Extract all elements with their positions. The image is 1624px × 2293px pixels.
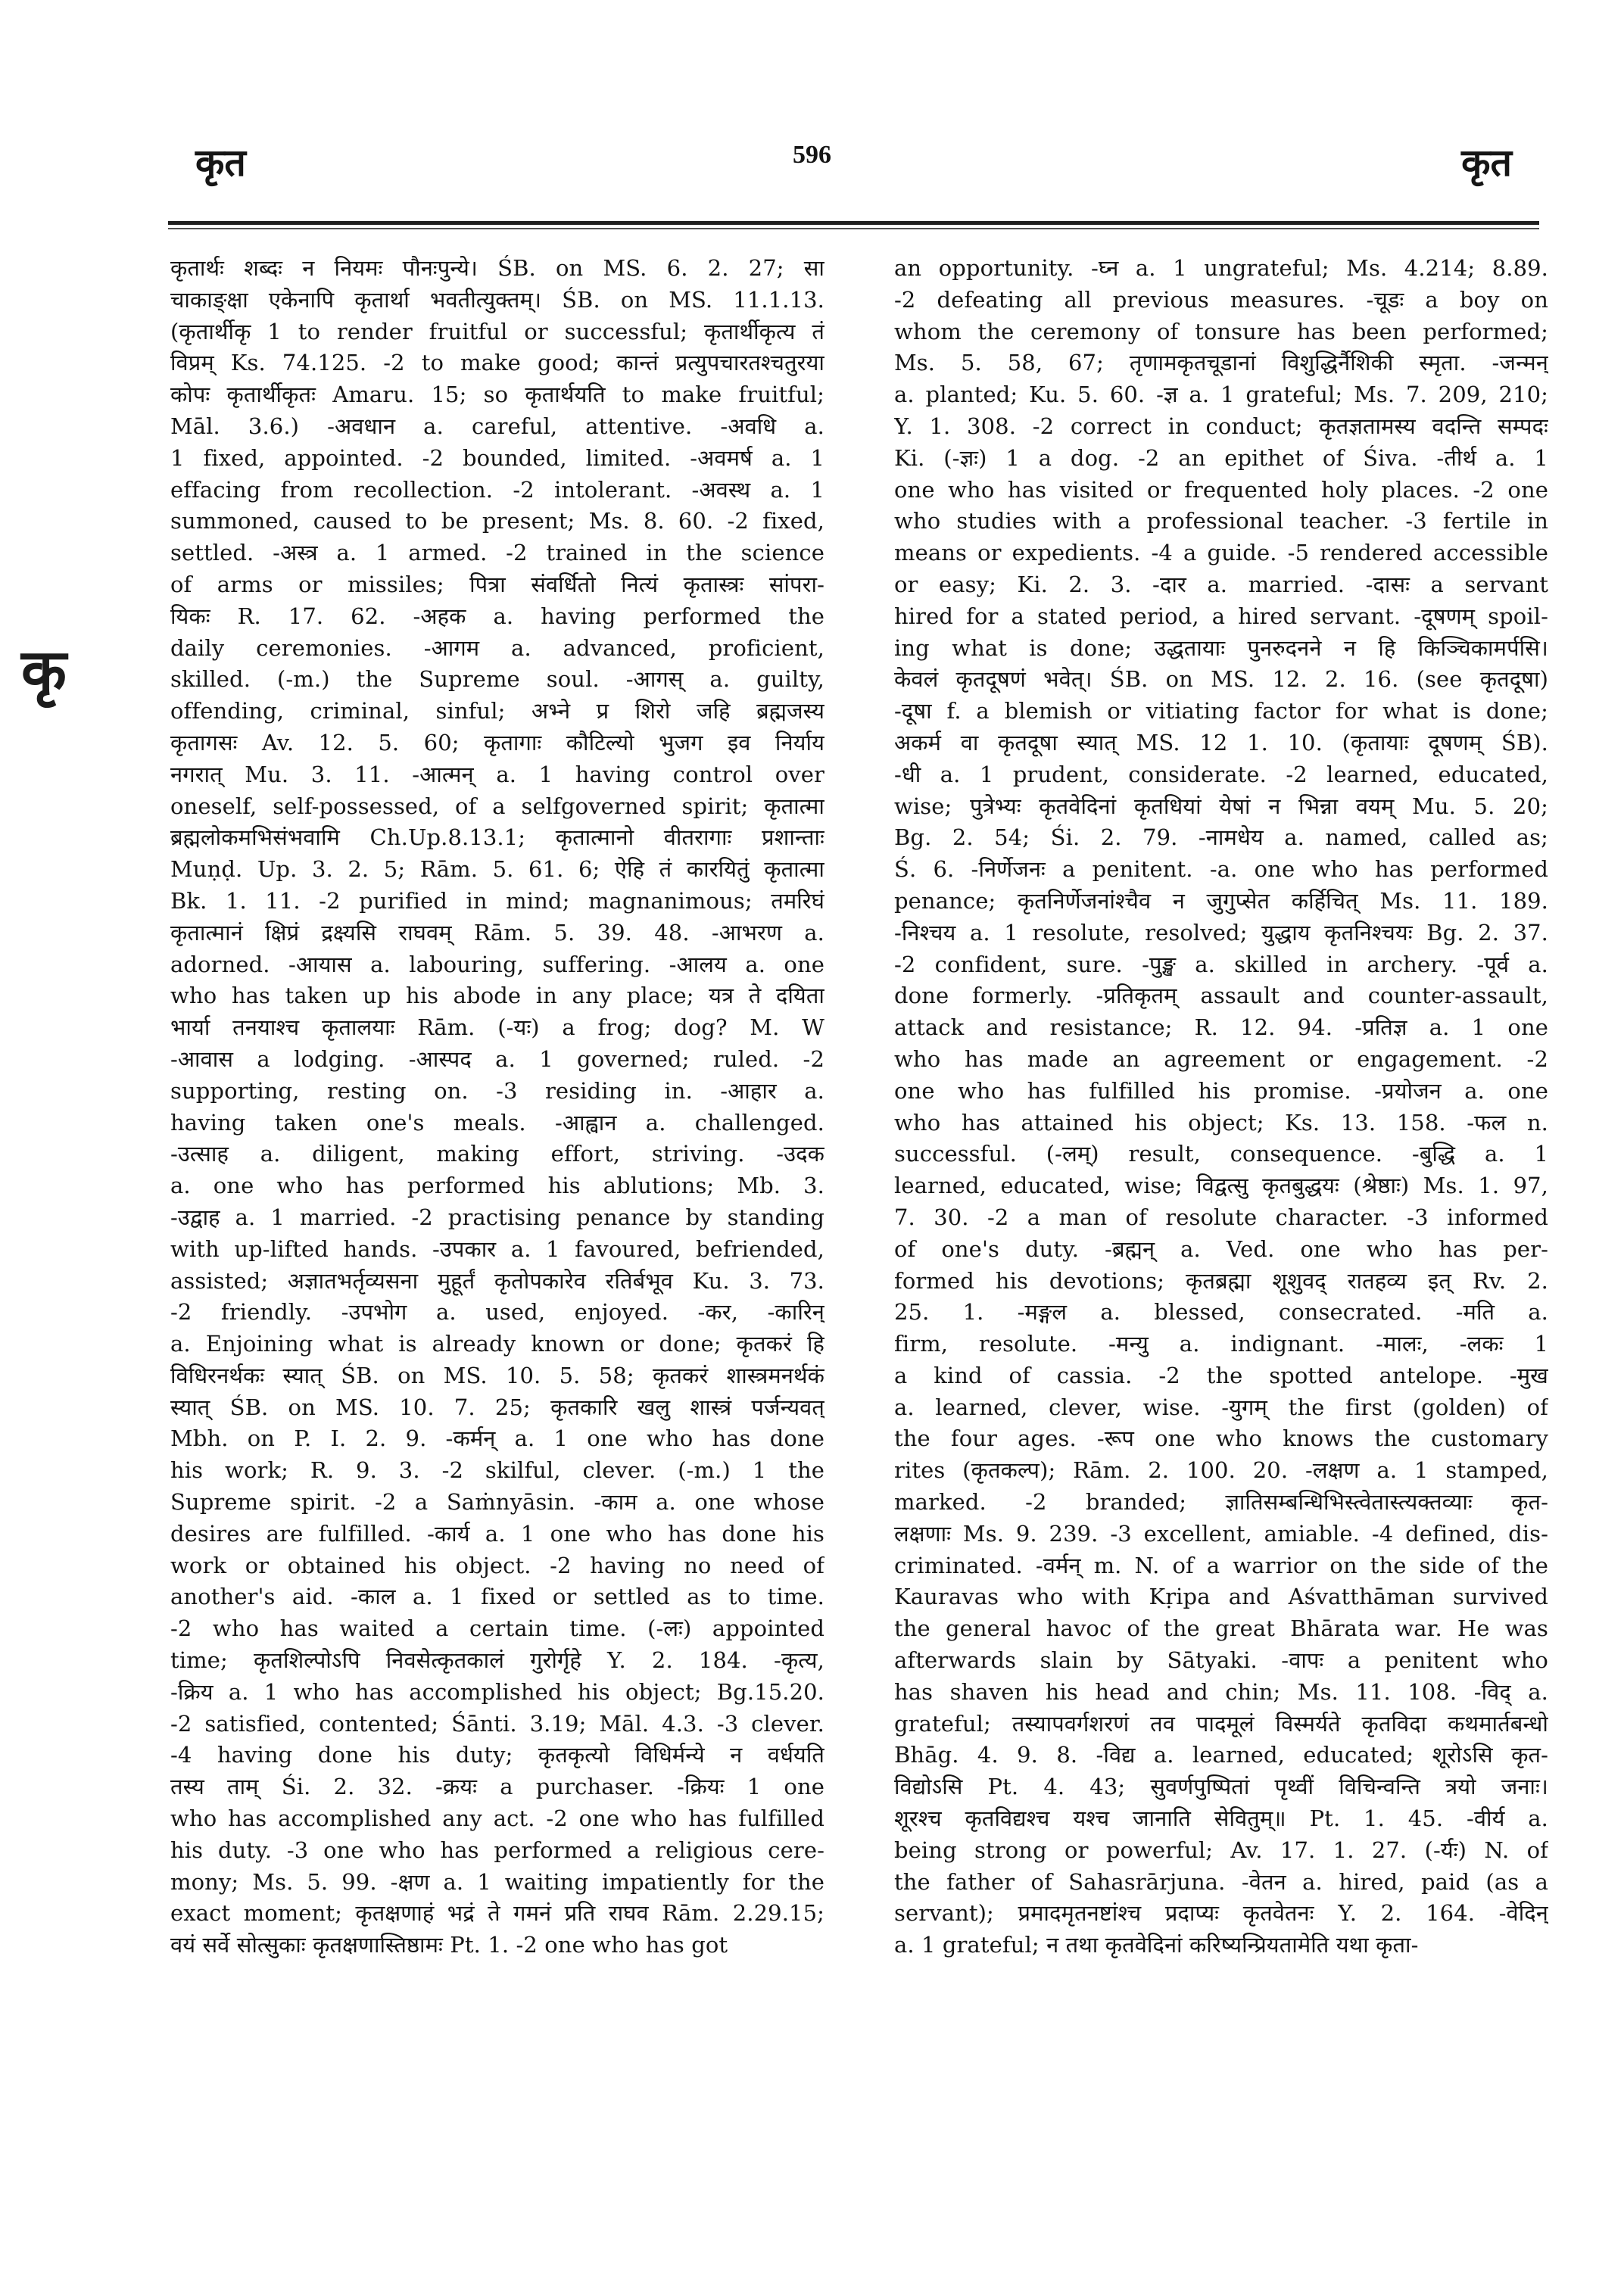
text-line: assisted; अज्ञातभर्तृव्यसना मुहूर्तं कृतोपकारेव रतिर्बभूव Ku. 3. 73. xyxy=(170,1267,824,1294)
text-line: whom the ceremony of tonsure has been performed; xyxy=(894,318,1548,344)
text-line: वयं सर्वे सोत्सुकाः कृतक्षणास्तिष्ठामः Pt. 1. -2 one who has got xyxy=(170,1932,728,1958)
right-column xyxy=(894,253,1548,2267)
text-line: rites (कृतकल्प); Rām. 2. 100. 20. -लक्षण a. 1 stamped, xyxy=(894,1457,1548,1484)
text-line: who studies with a professional teacher. -3 fertile in xyxy=(894,508,1548,534)
text-line: the four ages. -रूप one who knows the customary xyxy=(894,1425,1548,1452)
text-line: servant); प्रमादमृतनष्टांश्च प्रदाप्यः कृतवेतनः Y. 2. 164. -वेदिन् xyxy=(894,1900,1548,1927)
text-line: who has accomplished any act. -2 one who has fulfilled xyxy=(170,1805,824,1832)
text-line: afterwards slain by Sātyaki. -वापः a penitent who xyxy=(894,1647,1548,1674)
page-number: 596 xyxy=(793,141,831,169)
text-line: one who has fulfilled his promise. -प्रयोजन a. one xyxy=(894,1077,1548,1104)
text-line: firm, resolute. -मन्यु a. indignant. -मालः, -लकः 1 xyxy=(894,1331,1548,1357)
text-line: time; कृतशिल्पोऽपि निवसेत्कृतकालं गुरोर्गृहे Y. 2. 184. -कृत्य, xyxy=(170,1647,824,1674)
header-rule-thin xyxy=(168,228,1539,229)
text-line: grateful; तस्यापवर्गशरणं तव पादमूलं विस्मर्यते कृतविदा कथमार्तबन्धो xyxy=(894,1710,1548,1737)
thumb-index-mark: कृ xyxy=(21,637,67,706)
text-line: ing what is done; उद्धतायाः पुनरुदनने न हि किञ्चिकामर्पसि। xyxy=(894,634,1548,661)
text-line: -दूषा f. a blemish or vitiating factor for what is done; xyxy=(894,698,1548,724)
text-line: (कृतार्थीकृ 1 to render fruitful or successful; कृतार्थीकृत्य तं xyxy=(170,318,824,344)
text-line: daily ceremonies. -आगम a. advanced, proficient, xyxy=(170,634,824,661)
text-line: summoned, caused to be present; Ms. 8. 60. -2 fixed, xyxy=(170,508,824,534)
text-line: तस्य ताम् Śi. 2. 32. -क्रयः a purchaser. -क्रियः 1 one xyxy=(170,1774,824,1800)
text-line: a. planted; Ku. 5. 60. -ज्ञ a. 1 grateful; Ms. 7. 209, 210; xyxy=(894,382,1548,408)
text-line: विधिरनर्थकः स्यात् ŚB. on MS. 10. 5. 58; कृतकरं शास्त्रमनर्थकं xyxy=(170,1362,824,1388)
text-line: settled. -अस्त्र a. 1 armed. -2 trained in the science xyxy=(170,540,824,566)
text-line: लक्षणाः Ms. 9. 239. -3 excellent, amiable. -4 defined, dis- xyxy=(894,1520,1548,1547)
text-line: another's aid. -काल a. 1 fixed or settled as to time. xyxy=(170,1584,824,1610)
text-line: -2 satisfied, contented; Śānti. 3.19; Māl. 4.3. -3 clever. xyxy=(170,1710,824,1737)
text-line: स्यात् ŚB. on MS. 10. 7. 25; कृतकारि खलु शास्त्रं पर्जन्यवत् xyxy=(170,1394,824,1420)
text-line: Supreme spirit. -2 a Saṁnyāsin. -काम a. one whose xyxy=(170,1489,824,1516)
text-line: hired for a stated period, a hired servant. -दूषणम् spoil- xyxy=(894,603,1548,629)
text-line: शूरश्च कृतविद्यश्च यश्च जानाति सेवितुम्॥ Pt. 1. 45. -वीर्य a. xyxy=(894,1805,1548,1832)
text-line: oneself, self-possessed, of a selfgoverned spirit; कृतात्मा xyxy=(170,793,824,819)
text-line: has shaven his head and chin; Ms. 11. 108. -विद् a. xyxy=(894,1678,1548,1705)
text-line: who has made an agreement or engagement. -2 xyxy=(894,1045,1548,1072)
text-line: criminated. -वर्मन् m. N. of a warrior on the side of the xyxy=(894,1552,1548,1578)
left-column xyxy=(170,253,824,2267)
text-line: -निश्चय a. 1 resolute, resolved; युद्धाय कृतनिश्चयः Bg. 2. 37. xyxy=(894,919,1548,946)
text-line: exact moment; कृतक्षणाहं भद्रं ते गमनं प्रति राघव Rām. 2.29.15; xyxy=(170,1900,824,1927)
text-line: कोपः कृतार्थीकृतः Amaru. 15; so कृतार्थयति to make fruitful; xyxy=(170,382,824,408)
text-line: supporting, resting on. -3 residing in. -आहार a. xyxy=(170,1077,824,1104)
text-line: चाकाङ्क्षा एकेनापि कृतार्था भवतीत्युक्तम्। ŚB. on MS. 11.1.13. xyxy=(170,286,824,313)
text-line: skilled. (-m.) the Supreme soul. -आगस् a. guilty, xyxy=(170,666,824,693)
text-line: work or obtained his object. -2 having no need of xyxy=(170,1552,824,1578)
text-line: learned, educated, wise; विद्वत्सु कृतबुद्धयः (श्रेष्ठाः) Ms. 1. 97, xyxy=(894,1173,1548,1199)
text-line: done formerly. -प्रतिकृतम् assault and counter-assault, xyxy=(894,983,1548,1009)
text-line: Ki. (-ज्ञः) 1 a dog. -2 an epithet of Śiva. -तीर्थ a. 1 xyxy=(894,444,1548,471)
text-line: having taken one's meals. -आह्वान a. challenged. xyxy=(170,1109,824,1136)
text-line: -क्रिय a. 1 who has accomplished his object; Bg.15.20. xyxy=(170,1678,824,1705)
text-line: the father of Sahasrārjuna. -वेतन a. hired, paid (as a xyxy=(894,1868,1548,1895)
running-head-right: कृत xyxy=(1461,141,1512,185)
text-line: his duty. -3 one who has performed a religious cere- xyxy=(170,1837,824,1863)
text-line: a. one who has performed his ablutions; Mb. 3. xyxy=(170,1173,824,1199)
text-line: विप्रम् Ks. 74.125. -2 to make good; कान्तं प्रत्युपचारतश्चतुरया xyxy=(170,350,824,376)
text-line: wise; पुत्रेभ्यः कृतवेदिनां कृतधियां येषां न भिन्ना वयम् Mu. 5. 20; xyxy=(894,793,1548,819)
text-line: Mbh. on P. I. 2. 9. -कर्मन् a. 1 one who has done xyxy=(170,1425,824,1452)
text-line: -2 friendly. -उपभोग a. used, enjoyed. -कर, -कारिन् xyxy=(170,1299,824,1326)
text-line: Muṇḍ. Up. 3. 2. 5; Rām. 5. 61. 6; ऐहि तं कारयितुं कृतात्मा xyxy=(170,856,824,883)
text-line: the general havoc of the great Bhārata war. He was xyxy=(894,1615,1548,1642)
text-line: a. learned, clever, wise. -युगम् the first (golden) of xyxy=(894,1394,1548,1420)
text-line: formed his devotions; कृतब्रह्मा शूशुवद् रातहव्य इत् Rv. 2. xyxy=(894,1267,1548,1294)
text-line: 25. 1. -मङ्गल a. blessed, consecrated. -मति a. xyxy=(894,1299,1548,1326)
text-line: -धी a. 1 prudent, considerate. -2 learned, educated, xyxy=(894,761,1548,787)
text-line: 1 fixed, appointed. -2 bounded, limited. -अवमर्ष a. 1 xyxy=(170,444,824,471)
text-line: one who has visited or frequented holy places. -2 one xyxy=(894,476,1548,503)
text-line: नगरात् Mu. 3. 11. -आत्मन् a. 1 having control over xyxy=(170,761,824,787)
text-line: means or expedients. -4 a guide. -5 rendered accessible xyxy=(894,540,1548,566)
text-line: भार्या तनयाश्च कृतालयाः Rām. (-यः) a frog; dog? M. W xyxy=(170,1014,824,1041)
text-line: -आवास a lodging. -आस्पद a. 1 governed; ruled. -2 xyxy=(170,1045,824,1072)
text-line: a. 1 grateful; न तथा कृतवेदिनां करिष्यन्प्रियतामेति यथा कृता- xyxy=(894,1932,1419,1958)
text-line: Bhāg. 4. 9. 8. -विद्य a. learned, educated; शूरोऽसि कृत- xyxy=(894,1742,1548,1768)
text-line: penance; कृतनिर्णेजनांश्चैव न जुगुप्सेत कर्हिचित् Ms. 11. 189. xyxy=(894,887,1548,914)
text-line: Bk. 1. 11. -2 purified in mind; magnanimous; तमरिघं xyxy=(170,887,824,914)
text-line: -उत्साह a. diligent, making effort, striving. -उदक xyxy=(170,1141,824,1167)
text-line: of arms or missiles; पित्रा संवर्धितो नित्यं कृतास्त्रः सांपरा- xyxy=(170,571,824,597)
text-line: विद्योऽसि Pt. 4. 43; सुवर्णपुष्पितां पृथ्वीं विचिन्वन्ति त्रयो जनाः। xyxy=(894,1774,1548,1800)
text-line: Bg. 2. 54; Śi. 2. 79. -नामधेय a. named, called as; xyxy=(894,824,1548,851)
text-line: अकर्म वा कृतदूषा स्यात् MS. 12 1. 10. (कृतायाः दूषणम् ŚB). xyxy=(894,729,1548,756)
running-head-left: कृत xyxy=(195,141,246,185)
text-line: of one's duty. -ब्रह्मन् a. Ved. one who has per- xyxy=(894,1235,1548,1262)
text-line: effacing from recollection. -2 intolerant. -अवस्थ a. 1 xyxy=(170,476,824,503)
text-line: who has taken up his abode in any place; यत्र ते दयिता xyxy=(170,983,824,1009)
text-line: a. Enjoining what is already known or done; कृतकरं हि xyxy=(170,1331,824,1357)
text-line: Kauravas who with Kṛipa and Aśvatthāman survived xyxy=(894,1584,1548,1610)
text-line: successful. (-लम्) result, consequence. -बुद्धि a. 1 xyxy=(894,1141,1548,1167)
text-line: केवलं कृतदूषणं भवेत्। ŚB. on MS. 12. 2. 16. (see कृतदूषा) xyxy=(894,666,1548,693)
text-line: कृतागसः Av. 12. 5. 60; कृतागाः कौटिल्यो भुजग इव निर्याय xyxy=(170,729,824,756)
header-rule xyxy=(168,221,1539,225)
text-line: -2 confident, sure. -पुङ्ख a. skilled in archery. -पूर्व a. xyxy=(894,951,1548,977)
text-line: who has attained his object; Ks. 13. 158. -फल n. xyxy=(894,1109,1548,1136)
page-header xyxy=(0,0,1624,242)
text-line: being strong or powerful; Av. 17. 1. 27. (-र्यः) N. of xyxy=(894,1837,1548,1863)
text-line: Ś. 6. -निर्णेजनः a penitent. -a. one who has performed xyxy=(894,856,1548,883)
text-line: -2 defeating all previous measures. -चूडः a boy on xyxy=(894,286,1548,313)
text-line: adorned. -आयास a. labouring, suffering. -आलय a. one xyxy=(170,951,824,977)
text-line: with up-lifted hands. -उपकार a. 1 favoured, befriended, xyxy=(170,1235,824,1262)
text-line: offending, criminal, sinful; अभ्ने प्र शिरो जहि ब्रह्मजस्य xyxy=(170,698,824,724)
text-line: Y. 1. 308. -2 correct in conduct; कृतज्ञतामस्य वदन्ति सम्पदः xyxy=(894,413,1548,439)
text-line: a kind of cassia. -2 the spotted antelope. -मुख xyxy=(894,1362,1548,1388)
text-line: यिकः R. 17. 62. -अहक a. having performed the xyxy=(170,603,824,629)
text-line: -4 having done his duty; कृतकृत्यो विधिर्मन्ये न वर्धयति xyxy=(170,1742,824,1768)
text-line: his work; R. 9. 3. -2 skilful, clever. (-m.) 1 the xyxy=(170,1457,824,1484)
text-line: कृतात्मानं क्षिप्रं द्रक्ष्यसि राघवम् Rām. 5. 39. 48. -आभरण a. xyxy=(170,919,824,946)
text-line: -उद्वाह a. 1 married. -2 practising penance by standing xyxy=(170,1204,824,1230)
text-line: or easy; Ki. 2. 3. -दार a. married. -दासः a servant xyxy=(894,571,1548,597)
text-line: 7. 30. -2 a man of resolute character. -3 informed xyxy=(894,1204,1548,1230)
text-line: -2 who has waited a certain time. (-लः) appointed xyxy=(170,1615,824,1642)
text-line: कृतार्थः शब्दः न नियमः पौनःपुन्ये। ŚB. on MS. 6. 2. 27; सा xyxy=(170,255,824,281)
text-line: attack and resistance; R. 12. 94. -प्रतिज्ञ a. 1 one xyxy=(894,1014,1548,1041)
text-line: an opportunity. -घ्न a. 1 ungrateful; Ms. 4.214; 8.89. xyxy=(894,255,1548,281)
text-line: desires are fulfilled. -कार्य a. 1 one who has done his xyxy=(170,1520,824,1547)
text-line: ब्रह्मलोकमभिसंभवामि Ch.Up.8.13.1; कृतात्मानो वीतरागाः प्रशान्ताः xyxy=(170,824,824,851)
text-line: mony; Ms. 5. 99. -क्षण a. 1 waiting impatiently for the xyxy=(170,1868,824,1895)
text-line: marked. -2 branded; ज्ञातिसम्बन्धिभिस्त्वेतास्त्यक्तव्याः कृत- xyxy=(894,1489,1548,1516)
text-line: Māl. 3.6.) -अवधान a. careful, attentive. -अवधि a. xyxy=(170,413,824,439)
text-line: Ms. 5. 58, 67; तृणामकृतचूडानां विशुद्धिर्नैशिकी स्मृता. -जन्मन् xyxy=(894,350,1548,376)
